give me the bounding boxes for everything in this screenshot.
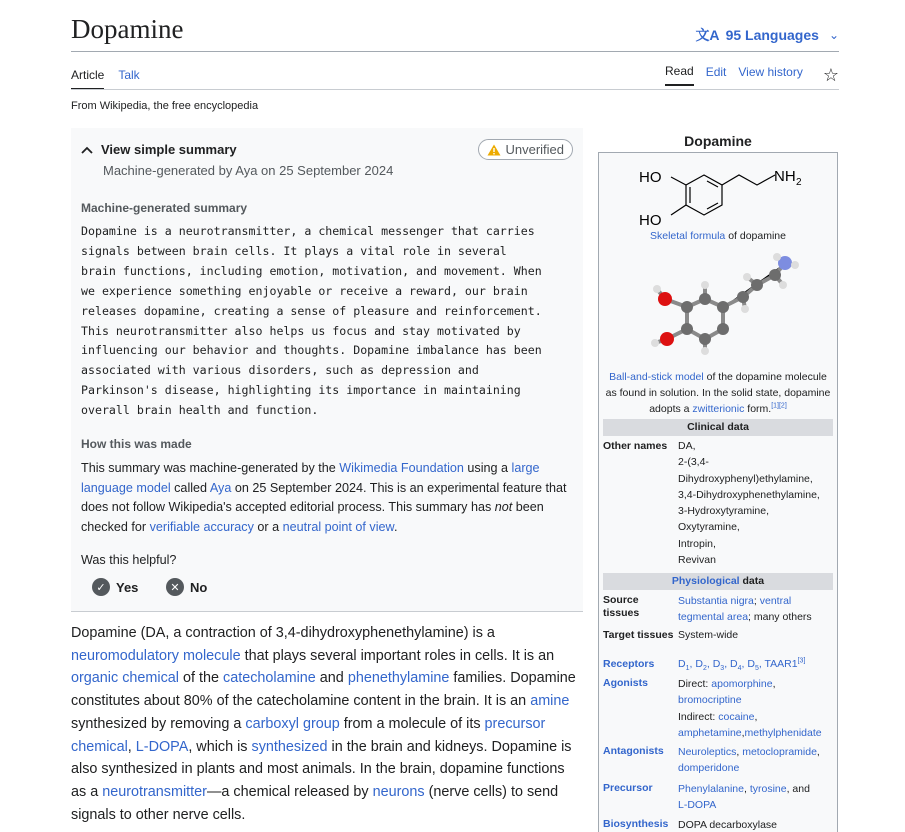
infobox xyxy=(598,152,838,832)
ho-label: HO xyxy=(639,212,662,229)
neuromodulatory-link[interactable]: neuromodulatory molecule xyxy=(71,647,241,664)
check-icon: ✓ xyxy=(92,578,110,596)
text: called xyxy=(170,480,210,495)
text: , and xyxy=(786,783,810,795)
machine-summary-heading: Machine-generated summary xyxy=(81,201,248,215)
amphetamine-link[interactable]: amphetamine xyxy=(678,726,742,739)
text: ; xyxy=(753,595,760,607)
title-divider xyxy=(71,51,839,52)
vta-link[interactable]: ventral tegmental area xyxy=(678,595,792,624)
how-made-text xyxy=(81,459,571,537)
agonists-value xyxy=(678,676,836,741)
summary-toggle-label: View simple summary xyxy=(101,142,237,157)
reference-link[interactable]: [3] xyxy=(797,657,806,665)
text: from a molecule of its xyxy=(339,715,485,732)
summary-line: influencing our behavior and thoughts. Dopamine imbalance has been xyxy=(81,343,542,358)
text: been checked for xyxy=(81,500,544,534)
cocaine-link[interactable]: cocaine xyxy=(718,710,755,723)
catecholamine-link[interactable]: catecholamine xyxy=(223,670,316,687)
verifiable-accuracy-link[interactable]: verifiable accuracy xyxy=(149,519,254,534)
text: 2 xyxy=(702,665,707,673)
text: not xyxy=(494,500,513,515)
languages-label: 95 Languages xyxy=(725,27,819,43)
other-name: Intropin, xyxy=(678,537,716,550)
taar1-link[interactable]: TAAR1 xyxy=(764,658,798,670)
unverified-label: Unverified xyxy=(505,142,564,157)
text: synthesized by removing a xyxy=(71,715,246,732)
infobox-title: Dopamine xyxy=(684,133,752,149)
simple-summary-panel xyxy=(71,128,583,612)
domperidone-link[interactable]: domperidone xyxy=(678,762,740,775)
physiological-data-header xyxy=(603,573,833,590)
summary-line: overall brain health and function. xyxy=(81,403,319,418)
text: Indirect: xyxy=(678,710,719,723)
lead-paragraph xyxy=(71,622,581,826)
text: , xyxy=(816,746,820,758)
llm-link[interactable]: large language model xyxy=(81,461,540,495)
other-name: Revivan xyxy=(678,554,716,567)
carboxyl-group-link[interactable]: carboxyl group xyxy=(245,715,340,732)
text: 5 xyxy=(754,665,759,673)
text: of the dopamine molecule as found in solution. In the solid state, dopamine adopts a xyxy=(605,371,831,415)
text: D xyxy=(747,658,755,670)
other-name: 3,4-Dihydroxyphenethylamine, xyxy=(678,488,820,501)
text: and xyxy=(315,670,348,687)
text: Dopamine (DA, a contraction of 3,4-dihydroxyphenethylamine) is a xyxy=(71,625,495,641)
other-name: DA, xyxy=(678,440,696,452)
summary-line: releases dopamine, creating a sense of pleasure and reinforcement. xyxy=(81,303,542,318)
wikimedia-foundation-link[interactable]: Wikimedia Foundation xyxy=(339,461,464,475)
text: , xyxy=(772,678,776,690)
other-name: Oxytyramine, xyxy=(678,521,740,534)
text: 3 xyxy=(720,665,725,673)
ball-and-stick-image[interactable] xyxy=(635,251,805,361)
summary-toggle[interactable] xyxy=(81,142,237,157)
phenylalanine-link[interactable]: Phenylalanine xyxy=(678,783,744,795)
l-dopa-link[interactable]: L-DOPA xyxy=(678,799,717,812)
view-tabs xyxy=(665,64,839,86)
nh-label: NH xyxy=(774,168,796,185)
source-tissues-value xyxy=(678,593,836,626)
summary-line: Parkinson's disease, highlighting its importance in maintaining xyxy=(81,383,521,398)
target-tissues-label: Target tissues xyxy=(603,629,674,641)
text: on 25 September 2024. This is an experimental feature that does not follow Wikipedia's accepted editorial process. This summary has xyxy=(81,480,567,515)
text: or a xyxy=(253,519,283,534)
ball-and-stick-link[interactable]: Ball-and-stick model xyxy=(609,371,704,383)
text: , xyxy=(743,783,750,795)
cross-icon: ✕ xyxy=(166,578,184,596)
summary-line: signals between brain cells. It plays a vital role in several xyxy=(81,243,507,258)
summary-line: This neurotransmitter also helps us focus and stay motivated by xyxy=(81,323,521,338)
zwitterionic-link[interactable]: zwitterionic xyxy=(692,403,745,415)
text: D xyxy=(678,658,686,670)
skeletal-caption xyxy=(599,230,837,242)
yes-label: Yes xyxy=(116,579,139,595)
text: D xyxy=(712,658,721,670)
target-tissues-value: System-wide xyxy=(678,629,739,641)
text: D xyxy=(695,658,703,670)
precursor-value xyxy=(678,781,836,814)
how-made-heading: How this was made xyxy=(81,437,192,451)
text: D xyxy=(730,658,738,670)
warning-icon xyxy=(487,144,501,156)
aya-link[interactable]: Aya xyxy=(209,480,232,495)
ball-and-stick-caption xyxy=(603,369,833,417)
summary-line: associated with various disorders, such as depression and xyxy=(81,363,479,378)
other-name: 2-(3,4- xyxy=(678,456,709,469)
other-name: 3-Hydroxytyramine, xyxy=(678,505,770,518)
text: of dopamine xyxy=(725,230,786,242)
tagline: From Wikipedia, the free encyclopedia xyxy=(71,100,259,112)
text: , xyxy=(724,658,731,670)
neuroleptics-link[interactable]: Neuroleptics xyxy=(678,746,737,758)
organic-chemical-link[interactable]: organic chemical xyxy=(71,670,179,687)
tab-article[interactable]: Article xyxy=(71,68,104,90)
text: data xyxy=(739,575,765,587)
apomorphine-link[interactable]: apomorphine xyxy=(711,678,773,690)
text: . xyxy=(393,519,398,534)
text: in the brain and kidneys. Dopamine is also synthesized in plants and most animals. In the brain, dopamine functions as a xyxy=(71,738,572,800)
skeletal-formula-image[interactable] xyxy=(629,157,809,229)
clinical-data-header: Clinical data xyxy=(603,419,833,436)
reference-link[interactable]: [1][2] xyxy=(771,402,787,410)
ho-label: HO xyxy=(639,169,662,186)
text: ; many others xyxy=(748,611,812,624)
tab-talk[interactable]: Talk xyxy=(118,68,140,82)
watch-star-icon[interactable]: ☆ xyxy=(822,65,839,85)
text: Direct: xyxy=(678,678,712,690)
summary-line: we experience something enjoyable or receive a reward, our brain xyxy=(81,283,528,298)
text: , xyxy=(758,658,765,670)
chevron-down-icon: ⌄ xyxy=(828,28,839,42)
chevron-up-icon xyxy=(81,143,93,157)
other-names-value xyxy=(678,438,836,568)
namespace-tabs xyxy=(71,68,140,90)
neurotransmitter-link[interactable]: neurotransmitter xyxy=(102,783,207,800)
text: 1 xyxy=(685,665,690,673)
antagonists-label[interactable]: Antagonists xyxy=(603,745,664,757)
text: , xyxy=(706,658,713,670)
text: 4 xyxy=(737,665,742,673)
l-dopa-link[interactable]: L-DOPA xyxy=(135,738,189,755)
no-label: No xyxy=(190,579,208,595)
metoclopramide-link[interactable]: metoclopramide xyxy=(742,746,817,758)
text: that plays several important roles in cells. It is an xyxy=(240,647,555,664)
agonists-label[interactable]: Agonists xyxy=(603,677,648,689)
text: , xyxy=(741,658,748,670)
source-tissues-label: Source tissues xyxy=(603,594,640,619)
tab-edit[interactable]: Edit xyxy=(705,65,727,79)
methylphenidate-link[interactable]: methylphenidate xyxy=(744,726,822,739)
languages-button[interactable] xyxy=(695,25,839,45)
text: families. Dopamine constitutes about 80% of the catecholamine content in the brain. It is an xyxy=(71,670,576,710)
summary-line: brain functions, including emotion, motivation, and movement. When xyxy=(81,263,542,278)
precursor-chemical-link[interactable]: precursor chemical xyxy=(71,715,546,755)
amine-link[interactable]: amine xyxy=(530,693,570,710)
text: using a xyxy=(463,461,512,475)
text: , which is xyxy=(188,738,252,755)
antagonists-value xyxy=(678,744,836,777)
text: , xyxy=(689,658,696,670)
tab-read[interactable]: Read xyxy=(665,64,694,86)
tab-view-history[interactable]: View history xyxy=(738,65,803,79)
receptors-value xyxy=(678,656,836,672)
text: , xyxy=(127,738,136,755)
biosynthesis-label[interactable]: Biosynthesis xyxy=(603,818,669,830)
text: , xyxy=(736,746,743,758)
text: This summary was machine-generated by the xyxy=(81,461,340,475)
tabs-divider xyxy=(71,89,839,90)
text: form. xyxy=(744,403,772,415)
no-button[interactable] xyxy=(166,578,207,596)
unverified-badge xyxy=(478,139,573,160)
text: , xyxy=(754,710,758,723)
other-names-label: Other names xyxy=(603,440,668,452)
page-title: Dopamine xyxy=(71,14,184,44)
receptors-label[interactable]: Receptors xyxy=(603,658,655,670)
skeletal-formula-link[interactable]: Skeletal formula xyxy=(649,230,726,242)
text: of the xyxy=(178,670,223,687)
nh-subscript: 2 xyxy=(796,177,802,188)
bromocriptine-link[interactable]: bromocriptine xyxy=(678,694,742,707)
translate-icon: 文A xyxy=(695,27,720,43)
precursor-label[interactable]: Precursor xyxy=(603,782,653,794)
substantia-nigra-link[interactable]: Substantia nigra xyxy=(678,595,754,607)
yes-button[interactable] xyxy=(92,578,138,596)
neurons-link[interactable]: neurons xyxy=(372,783,425,800)
neutral-pov-link[interactable]: neutral point of view xyxy=(282,519,394,534)
synthesized-link[interactable]: synthesized xyxy=(251,738,328,755)
text: (nerve cells) to send signals to other nerve cells. xyxy=(71,783,559,823)
text: , xyxy=(741,726,745,739)
summary-line: Dopamine is a neurotransmitter, a chemical messenger that carries xyxy=(81,224,535,238)
phenethylamine-link[interactable]: phenethylamine xyxy=(347,670,450,687)
summary-subtitle: Machine-generated by Aya on 25 September 2024 xyxy=(103,163,394,178)
biosynthesis-value: DOPA decarboxylase xyxy=(678,819,778,831)
machine-summary-text xyxy=(81,222,576,421)
text: —a chemical released by xyxy=(206,783,373,800)
tyrosine-link[interactable]: tyrosine xyxy=(749,783,787,795)
other-name: Dihydroxyphenyl)ethylamine, xyxy=(678,472,813,485)
physiological-link[interactable]: Physiological xyxy=(671,575,740,587)
helpful-question: Was this helpful? xyxy=(81,553,177,567)
